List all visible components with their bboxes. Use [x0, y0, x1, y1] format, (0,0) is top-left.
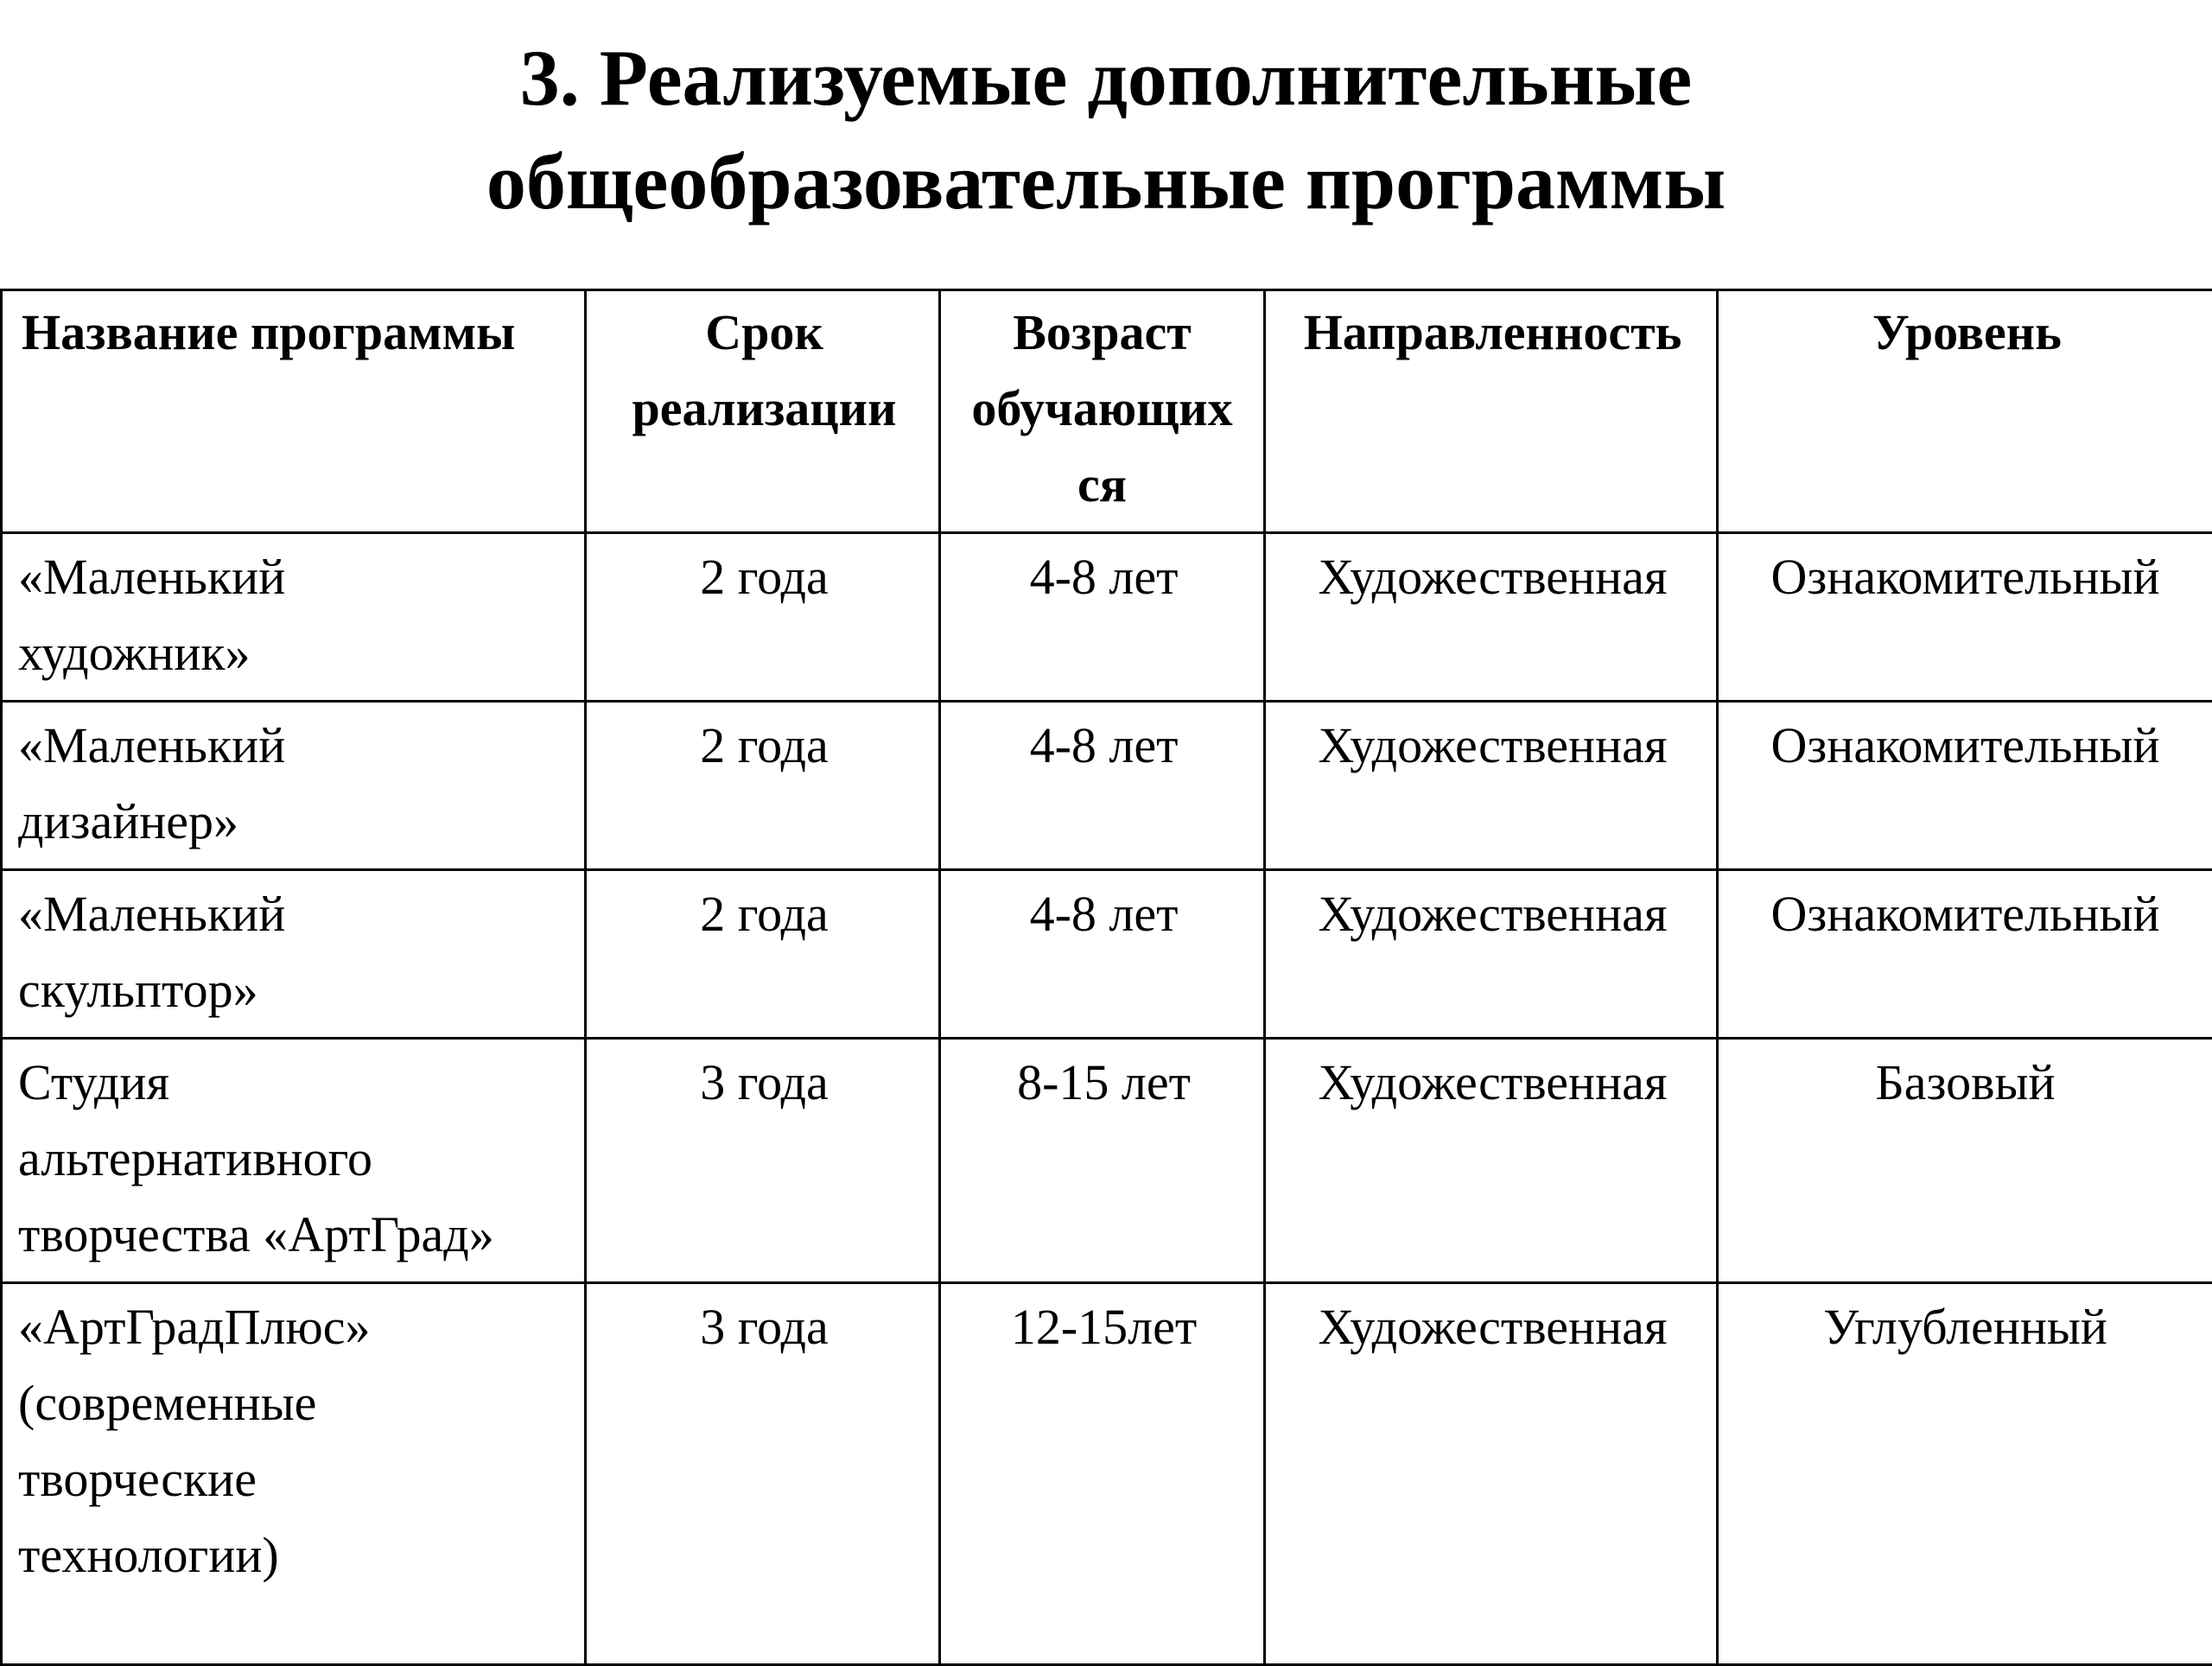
header-duration [586, 290, 940, 533]
cell-duration: 2 года [586, 870, 940, 1039]
header-age-line: ся [946, 447, 1258, 523]
cell-direction: Художественная [1265, 533, 1718, 702]
program-name-line: дизайнер» [18, 784, 572, 860]
cell-duration: 3 года [586, 1283, 940, 1665]
cell-age: 4-8 лет [940, 870, 1265, 1039]
header-age-line: обучающих [946, 371, 1258, 447]
program-name-line: творческие [18, 1441, 572, 1517]
program-name-line: альтернативного [18, 1121, 572, 1197]
table-row [2, 702, 2212, 870]
cell-level: Базовый [1718, 1039, 2212, 1283]
program-name-line: «Маленький [18, 708, 572, 784]
cell-duration: 2 года [586, 702, 940, 870]
cell-direction: Художественная [1265, 1039, 1718, 1283]
program-name-line: «Маленький [18, 539, 572, 615]
cell-age: 12-15лет [940, 1283, 1265, 1665]
cell-level: Ознакомительный [1718, 870, 2212, 1039]
cell-age: 8-15 лет [940, 1039, 1265, 1283]
program-name-line: «АртГрадПлюс» [18, 1289, 572, 1365]
table-row [2, 1039, 2212, 1283]
program-name-line: «Маленький [18, 876, 572, 952]
program-name-line: Студия [18, 1045, 572, 1121]
header-duration-line: Срок [602, 295, 926, 371]
cell-program-name [2, 870, 586, 1039]
header-age-line: Возраст [946, 295, 1258, 371]
cell-duration: 3 года [586, 1039, 940, 1283]
table-row [2, 870, 2212, 1039]
program-name-line: (современные [18, 1365, 572, 1441]
cell-direction: Художественная [1265, 702, 1718, 870]
header-program-name: Название программы [2, 290, 586, 533]
header-level: Уровень [1718, 290, 2212, 533]
programs-table [0, 289, 2212, 1666]
cell-program-name [2, 533, 586, 702]
cell-duration: 2 года [586, 533, 940, 702]
page-title-line-1: 3. Реализуемые дополнительные [0, 26, 2212, 130]
table-row [2, 1283, 2212, 1665]
program-name-line: художник» [18, 615, 572, 691]
header-direction: Направленность [1265, 290, 1718, 533]
cell-age: 4-8 лет [940, 702, 1265, 870]
cell-direction: Художественная [1265, 1283, 1718, 1665]
page-title-line-2: общеобразовательные программы [0, 130, 2212, 233]
cell-level: Углубленный [1718, 1283, 2212, 1665]
program-name-line: технологии) [18, 1517, 572, 1593]
cell-program-name [2, 702, 586, 870]
cell-age: 4-8 лет [940, 533, 1265, 702]
header-age [940, 290, 1265, 533]
table-row [2, 533, 2212, 702]
program-name-line: творчества «АртГрад» [18, 1197, 572, 1273]
page-title [0, 26, 2212, 233]
program-name-line: скульптор» [18, 952, 572, 1028]
cell-program-name [2, 1283, 586, 1665]
cell-level: Ознакомительный [1718, 702, 2212, 870]
header-duration-line: реализации [602, 371, 926, 447]
cell-level: Ознакомительный [1718, 533, 2212, 702]
cell-direction: Художественная [1265, 870, 1718, 1039]
table-header-row [2, 290, 2212, 533]
cell-program-name [2, 1039, 586, 1283]
